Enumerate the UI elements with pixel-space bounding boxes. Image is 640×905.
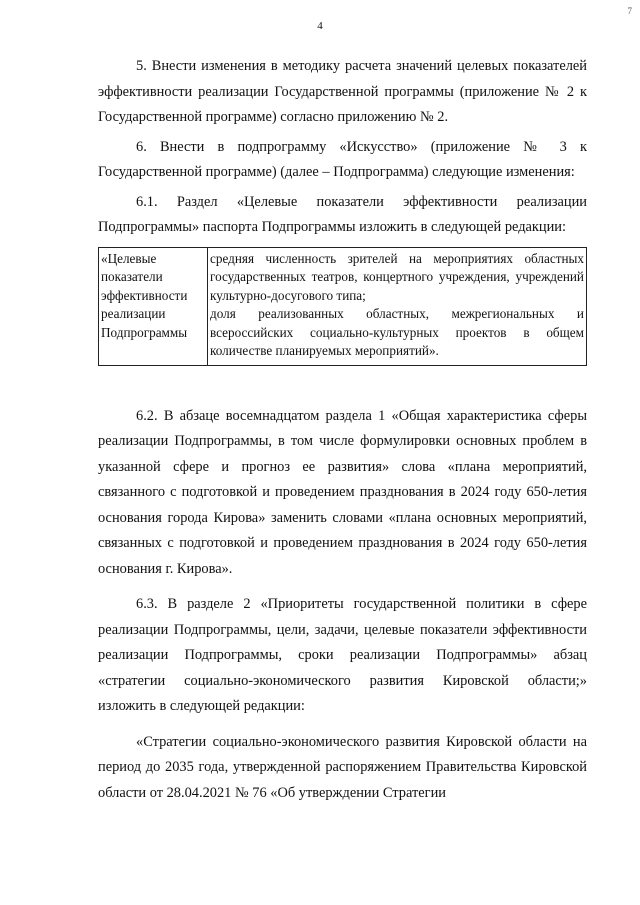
page-number: 4 [317,20,323,32]
indicator-item-2: доля реализованных областных, межрегиональных и всероссийских социально-культурных проектов в общем количестве планируемых мероприятий». [210,306,584,358]
paragraph-6: 6. Внести в подпрограмму «Искусство» (приложение № 3 к Государственной программе) (далее – Подпрограмма) следующие изменения: [98,138,587,180]
table-cell-heading: «Целевые показатели эффективности реализации Подпрограммы [99,247,208,365]
table-cell-content [208,247,587,365]
corner-mark: 7 [627,6,632,16]
paragraph-5: 5. Внести изменения в методику расчета значений целевых показателей эффективности реализации Государственной программы (приложение № 2 к Государственной программе) согласно приложению № 2. [98,58,587,125]
paragraph-6-3: 6.3. В разделе 2 «Приоритеты государственной политики в сфере реализации Подпрограммы, цели, задачи, целевые показатели эффективности реализации Подпрограммы, сроки реализации Подпрограммы» абзац «стратегии социально-экономического развития Кировской области;» изложить в следующей редакции: [98,596,587,714]
paragraph-quote: «Стратегии социально-экономического развития Кировской области на период до 2035 года, утвержденной распоряжением Правительства Кировской области от 28.04.2021 № 76 «Об утверждении Стратегии [98,733,587,801]
document-body [98,54,587,816]
paragraph-6-2: 6.2. В абзаце восемнадцатом раздела 1 «Общая характеристика сферы реализации Подпрограммы, в том числе формулировки основных проблем в указанной сфере и прогноз ее развития» слова «плана мероприятий, связанного с подготовкой и проведением празднования в 2024 году 650-летия основания города Кирова» заменить словами «плана основных мероприятий, связанных с подготовкой и проведением празднования в 2024 году 650-летия основания г. Кирова». [98,407,587,577]
indicator-item-1: средняя численность зрителей на мероприятиях областных государственных театров, концертного учреждения, учреждений культурно-досугового типа; [210,250,584,303]
paragraph-6-1: 6.1. Раздел «Целевые показатели эффективности реализации Подпрограммы» паспорта Подпрограммы изложить в следующей редакции: [98,193,587,235]
indicators-table [98,247,587,366]
table-row [99,247,587,365]
